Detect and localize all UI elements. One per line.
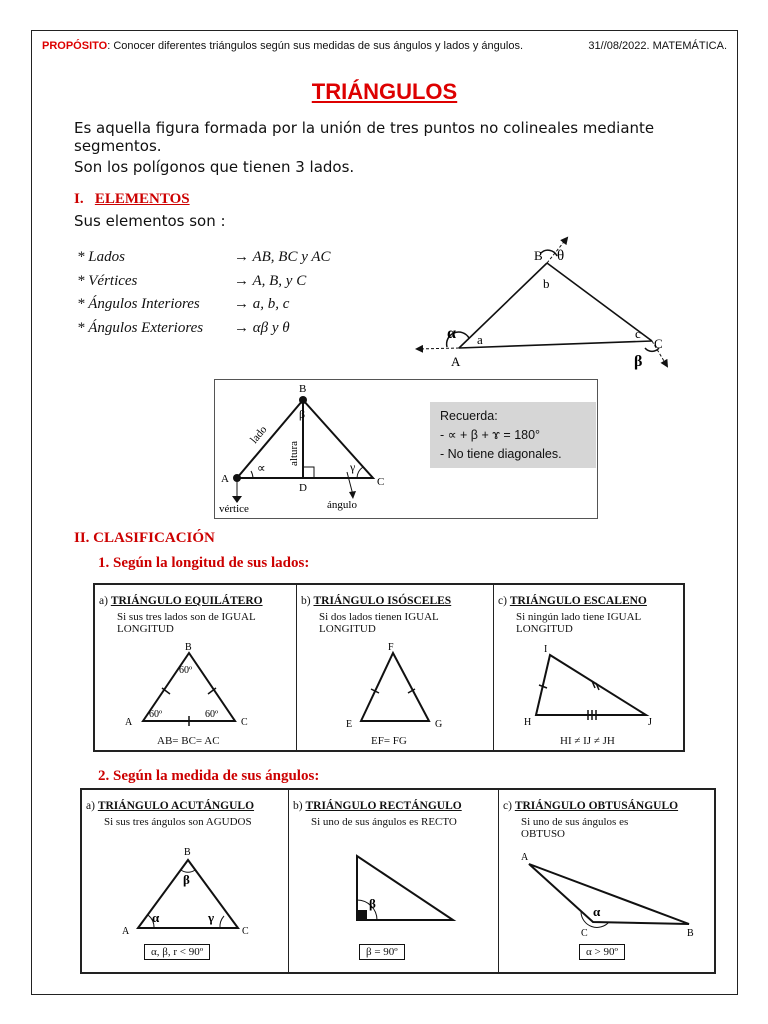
cell-description: Si dos lados tienen IGUAL LONGITUD [319, 611, 439, 635]
label-b-vertex: B [534, 248, 543, 263]
cell-formula: β = 90º [359, 944, 405, 960]
label-beta: β [634, 353, 643, 370]
svg-text:β: β [369, 896, 376, 911]
svg-text:C: C [242, 926, 249, 937]
svg-text:C: C [581, 928, 588, 939]
section-elements-heading [74, 191, 190, 208]
cell-title: b) TRIÁNGULO ISÓSCELES [301, 595, 452, 607]
label-theta: θ [557, 248, 565, 264]
acute-triangle-figure [118, 848, 268, 936]
diagram-label-vertice: vértice [219, 503, 249, 515]
scalene-triangle-figure [522, 645, 672, 729]
by-angles-heading: 2. Según la medida de sus ángulos: [98, 768, 320, 784]
diagram-label-angulo: ángulo [327, 499, 357, 511]
svg-text:B: B [184, 847, 191, 858]
cell-formula: α, β, r < 90º [144, 944, 210, 960]
svg-text:A: A [521, 852, 529, 863]
right-triangle-figure [349, 848, 469, 928]
scalene-cell [494, 585, 683, 750]
obtuse-cell [499, 790, 714, 972]
diagram-label-a: A [221, 473, 229, 485]
remember-title: Recuerda: [440, 409, 498, 423]
cell-title: b) TRIÁNGULO RECTÁNGULO [293, 800, 462, 812]
diagram-label-altura: altura [288, 440, 300, 466]
cell-title: c) TRIÁNGULO ESCALENO [498, 595, 647, 607]
elements-subtitle: Sus elementos son : [74, 212, 226, 230]
date-subject: 31//08/2022. MATEMÁTICA. [588, 40, 727, 52]
svg-text:A: A [122, 926, 130, 937]
cell-description: Si uno de sus ángulos es OBTUSO [521, 816, 629, 840]
diagram-label-lado: lado [248, 423, 270, 446]
label-a-vertex: A [451, 354, 461, 369]
by-sides-table [93, 583, 685, 752]
right-cell [289, 790, 499, 972]
svg-text:α: α [593, 904, 601, 919]
svg-text:60º: 60º [179, 665, 193, 676]
diagram-label-b: B [299, 383, 307, 395]
cell-formula: α > 90º [579, 944, 625, 960]
svg-text:60º: 60º [205, 709, 219, 720]
svg-text:G: G [435, 719, 443, 730]
svg-text:C: C [241, 717, 248, 728]
svg-text:E: E [346, 719, 353, 730]
svg-text:B: B [687, 928, 694, 939]
label-a-angle: a [477, 332, 483, 347]
svg-text:β: β [183, 872, 190, 887]
remember-note [430, 402, 596, 468]
label-b-angle: b [543, 276, 550, 291]
worksheet-page: PROPÓSITO: Conocer diferentes triángulos según sus medidas de sus ángulos y lados y ángulos. 31//08/2022. MATEMÁTICA. TRIÁNGULOS Es aquella figura formada por la unión de tres puntos no colineales mediante segmentos. Son los polígonos que tienen 3 lados. I. ELEMENTOS Sus elementos son : * Lados → AB, BC y AC * Vértices → A, B, y C * Ángulos Interiores → a, b, c * Ángulos Exteriores → αβ y θ B θ b A a α c C β B β A D C ∝ γ lado altura vértice ángulo Recuerda: - ∝ + β + ɤ = 180° - No tiene diagonales. II. CLASIFICACIÓN 1. Según la longitud de sus lados: a) TRIÁNGULO EQUILÁTERO Si sus tres lados son de IGUAL LONGITUD B A C 60º 60º 60º AB= BC= AC b) TRIÁNGULO ISÓSCELES Si dos lados tienen IGUAL LONGITUD F E G EF= FG c) TRIÁNGULO ESCALENO Si ningún lado tiene IGUAL LONGITUD I H J HI ≠ IJ ≠ JH 2. Según la medida de sus ángulos: a) TRIÁNGULO ACUTÁNGULO Si sus tres ángulos son AGUDOS B A C α β γ α, β, r < 90º b) TRIÁNGULO RECTÁNGULO Si uno de sus ángulos es RECTO β β = 90º c) TRIÁNGULO OBTUSÁNGULO Si uno de sus ángulos es OBTUSO A C B α α > 90º [31, 30, 738, 995]
diagram-label-d: D [299, 482, 307, 494]
svg-text:60º: 60º [149, 709, 163, 720]
diagram-label-beta: β [299, 407, 306, 421]
obtuse-triangle-figure [519, 850, 709, 939]
purpose-line [42, 40, 523, 52]
by-angles-table [80, 788, 716, 974]
label-c-vertex: C [654, 336, 663, 351]
svg-text:F: F [388, 642, 394, 653]
svg-text:B: B [185, 642, 192, 653]
cell-description: Si uno de sus ángulos es RECTO [311, 816, 457, 828]
classification-heading: II. CLASIFICACIÓN [74, 530, 215, 546]
diagram-label-gamma: γ [350, 460, 356, 474]
section-number: I. [74, 191, 84, 207]
intro-polygon: Son los polígonos que tienen 3 lados. [74, 158, 355, 176]
cell-description: Si sus tres ángulos son AGUDOS [104, 816, 252, 828]
diagram-label-alpha: ∝ [257, 461, 266, 475]
svg-text:γ: γ [208, 910, 215, 925]
svg-text:α: α [152, 910, 160, 925]
equilateral-cell [95, 585, 297, 750]
acute-cell [82, 790, 289, 972]
cell-description: Si sus tres lados son de IGUAL LONGITUD [117, 611, 256, 635]
triangle-parts-diagram [214, 379, 598, 519]
label-alpha: α [447, 325, 456, 342]
page-title: TRIÁNGULOS [311, 79, 458, 104]
equilateral-triangle-figure [123, 642, 283, 728]
svg-text:H: H [524, 717, 532, 728]
triangle-elements-figure [407, 226, 707, 376]
svg-text:J: J [648, 717, 652, 728]
cell-formula: AB= BC= AC [157, 735, 220, 747]
diagram-label-c: C [377, 476, 385, 488]
label-c-angle: c [635, 326, 641, 341]
purpose-label: PROPÓSITO [42, 40, 108, 52]
isosceles-cell [297, 585, 494, 750]
by-sides-heading: 1. Según la longitud de sus lados: [98, 555, 310, 571]
cell-title: a) TRIÁNGULO ACUTÁNGULO [86, 800, 255, 812]
cell-formula: HI ≠ IJ ≠ JH [560, 735, 615, 747]
svg-text:I: I [544, 644, 548, 655]
cell-description: Si ningún lado tiene IGUAL LONGITUD [516, 611, 641, 635]
cell-title: c) TRIÁNGULO OBTUSÁNGULO [503, 800, 679, 812]
cell-formula: EF= FG [371, 735, 407, 747]
purpose-text: : Conocer diferentes triángulos según sus medidas de sus ángulos y lados y ángulos. [107, 40, 524, 52]
cell-title: a) TRIÁNGULO EQUILÁTERO [99, 595, 263, 607]
svg-text:A: A [125, 717, 133, 728]
intro-definition: Es aquella figura formada por la unión de tres puntos no colineales mediante segmentos. [74, 119, 655, 155]
triangle-parts-figure [215, 380, 415, 518]
section-title: ELEMENTOS [94, 191, 190, 207]
isosceles-triangle-figure [341, 642, 461, 730]
remember-no-diagonals: - No tiene diagonales. [440, 447, 562, 461]
remember-angle-sum: - ∝ + β + ɤ = 180° [440, 428, 541, 442]
